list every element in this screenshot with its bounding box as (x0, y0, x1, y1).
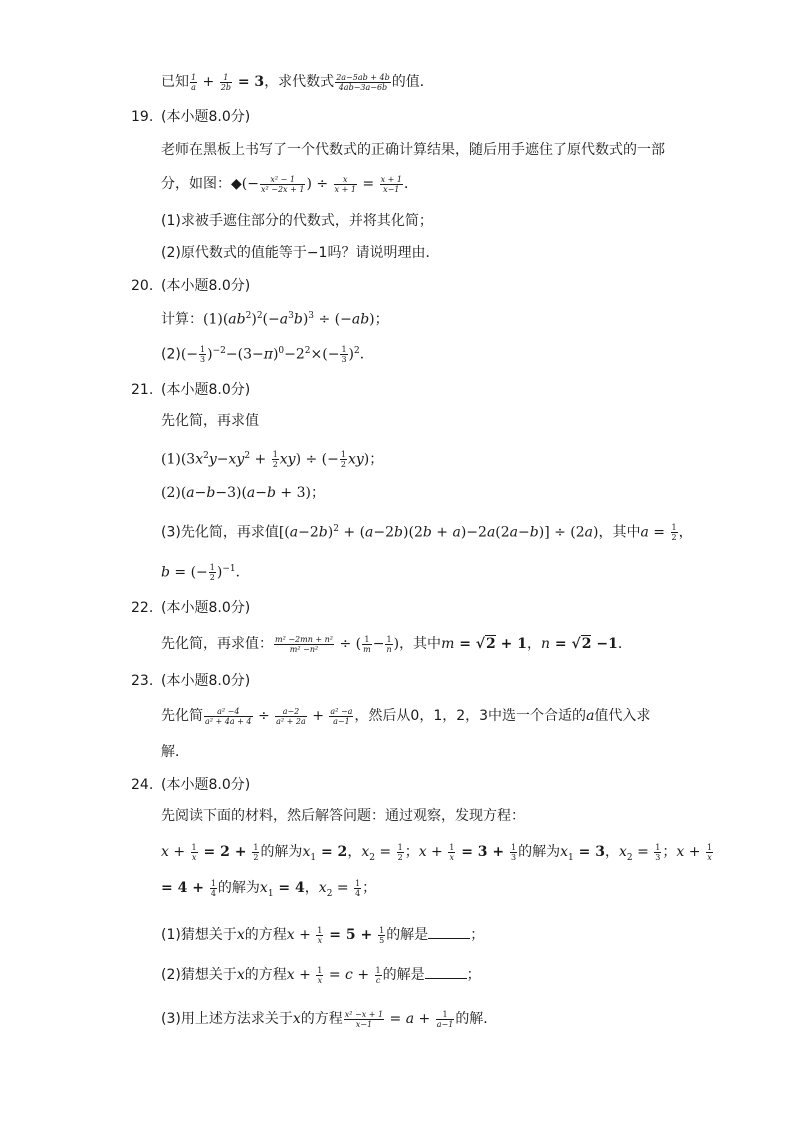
fraction: $\frac{1}{2}$ (671, 523, 677, 543)
fraction: $\frac{1}{m}$ (363, 634, 371, 654)
fraction: $\frac{x + 1}{x-1}$ (380, 174, 402, 194)
fraction: $\frac{a-2}{\text{a² + 2a}}$ (276, 706, 306, 726)
fraction: $\frac{1}{x}$ (706, 842, 713, 862)
q20-part1: 计算：$(1)(ab^2)^2(-a^3b)^3 \div (-ab)$； (161, 311, 389, 328)
q21-part3-b: b = (− $\frac{1}{2}$ )$^{-1}$． (161, 563, 250, 583)
q21-part3: (3)先化简，再求值$[(a-2b)^2 + (a-2b)(2b + a)-2a(2a-b)] \div (2a)$，其中a = $\frac{1}{2}$ ， (161, 523, 693, 543)
q24-part1: (1)猜想关于x的方程x + $\frac{1}{x}$ = 5 + $\frac{1}{5}$ 的解是 ； (161, 925, 485, 945)
fraction: $\frac{1}{a}$ (191, 72, 197, 92)
fraction: $\frac{1}{2}$ (272, 450, 278, 470)
q21-number: 21. (131, 382, 154, 398)
answer-blank[interactable] (425, 966, 467, 979)
fraction: $\frac{\text{m² −2mn + n²}}{\text{m² −n²}}$ (275, 634, 334, 654)
fraction: $\frac{1}{x}$ (317, 925, 323, 945)
q24-score: (本小题8.0分) (161, 777, 251, 793)
q18-mid: ，求代数式 (264, 74, 335, 90)
q19-part2: (2)原代数式的值能等于−1吗？请说明理由． (161, 245, 440, 261)
fraction: $\frac{1}{4}$ (355, 878, 361, 898)
fraction: $\frac{1}{2}$ (340, 450, 346, 470)
q18-suffix: 的值． (391, 74, 434, 90)
fraction: $\frac{1}{2}$ (209, 563, 215, 583)
q22-number: 22. (131, 600, 154, 616)
q19-line2: 分，如图：◆(− $\frac{\text{x² − 1}}{\text{x² −2x + 1}}$ ) ÷ $\frac{x}{x + 1}$ = $\frac{x + 1}{x-1}$ ． (161, 174, 418, 194)
q21-score: (本小题8.0分) (161, 382, 251, 398)
q22-statement: 先化简，再求值： $\frac{\text{m² −2mn + n²}}{\text{m² −n²}}$ ÷ ( $\frac{1}{m}$ − $\frac{1}{n}$ )，其中m = √2 + 1，n = √2 −1． (161, 634, 632, 654)
q24-part2: (2)猜想关于x的方程x + $\frac{1}{x}$ = c + $\frac{1}{c}$ 的解是 ； (161, 965, 481, 985)
diamond-icon: ◆ (231, 176, 242, 192)
q21-intro: 先化简，再求值 (161, 413, 259, 429)
q24-number: 24. (131, 777, 154, 793)
fraction: $\frac{1}{3}$ (341, 345, 347, 365)
fraction: $\frac{1}{4}$ (210, 878, 216, 898)
fraction: $\frac{\text{x² −x + 1}}{x-1}$ (344, 1009, 384, 1029)
q24-example-line2: = 4 + $\frac{1}{4}$ 的解为$x_1 = 4$，$x_2$ = $\frac{1}{4}$ ； (161, 878, 377, 899)
q19-part1: (1)求被手遮住部分的代数式，并将其化简； (161, 213, 433, 229)
fraction: $\frac{1}{a-1}$ (436, 1009, 454, 1029)
fraction: $\frac{1}{c}$ (375, 965, 381, 985)
q19-score: (本小题8.0分) (161, 109, 251, 125)
fraction: $\frac{1}{x}$ (449, 842, 455, 862)
q19-number: 19. (131, 109, 154, 125)
fraction: $\frac{1}{2}$ (253, 842, 259, 862)
fraction: $\frac{1}{n}$ (386, 634, 392, 654)
fraction: $\frac{1}{3}$ (511, 842, 517, 862)
q23-score: (本小题8.0分) (161, 673, 251, 689)
q21-part1: $(1)(3x^2y-xy^2$ + $\frac{1}{2}$ xy) ÷ (− $\frac{1}{2}$ xy)； (161, 450, 384, 470)
fraction: $\frac{\text{a² −4}}{\text{a² + 4a + 4}}$ (205, 706, 252, 726)
q24-intro: 先阅读下面的材料，然后解答问题：通过观察，发现方程： (161, 808, 525, 824)
q21-part2: (2)(a−b−3)(a−b + 3)； (161, 485, 325, 501)
q24-example-line1: x + $\frac{1}{x}$ = 2 + $\frac{1}{2}$ 的解为$x_1 = 2$，$x_2$ = $\frac{1}{2}$ ；x + $\frac{1}{x}$ = 3 + $\frac{1}{3}$ 的解为$x_1 = 3$，$x_2$ = $\frac{1}{3}$ ；x + $\frac{1}{x}$ (161, 842, 713, 863)
fraction: $\frac{1}{x}$ (317, 965, 323, 985)
fraction: $\frac{\text{a² −a}}{a-1}$ (330, 706, 353, 726)
q19-line1: 老师在黑板上书写了一个代数式的正确计算结果，随后用手遮住了原代数式的一部 (161, 142, 665, 158)
q18-statement: 已知 $\frac{1}{a}$ + $\frac{1}{2b}$ = 3，求代数式 $\frac{2a-5ab + 4b}{4ab-3a-6b}$ 的值． (161, 72, 434, 92)
fraction: $\frac{1}{3}$ (200, 345, 206, 365)
q22-score: (本小题8.0分) (161, 600, 251, 616)
fraction: $\frac{1}{2b}$ (220, 72, 231, 92)
fraction: $\frac{\text{x² − 1}}{\text{x² −2x + 1}}$ (260, 174, 305, 194)
q20-number: 20. (131, 278, 154, 294)
fraction: $\frac{1}{2}$ (397, 842, 403, 862)
q20-score: (本小题8.0分) (161, 278, 251, 294)
fraction: $\frac{x}{x + 1}$ (334, 174, 356, 194)
fraction: $\frac{1}{x}$ (191, 842, 197, 862)
q23-number: 23. (131, 673, 154, 689)
q24-part3: (3)用上述方法求关于x的方程 $\frac{\text{x² −x + 1}}{x-1}$ = a + $\frac{1}{a-1}$ 的解． (161, 1009, 498, 1029)
q23-statement: 先化简 $\frac{\text{a² −4}}{\text{a² + 4a + 4}}$ ÷ $\frac{a-2}{\text{a² + 2a}}$ + $\frac{\text{a² −a}}{a-1}$ ，然后从0，1，2，3中选一个合适的a值代入求 (161, 706, 651, 726)
q18-prefix: 已知 (161, 74, 189, 90)
fraction: $\frac{2a-5ab + 4b}{4ab-3a-6b}$ (336, 72, 390, 92)
fraction: $\frac{1}{5}$ (379, 925, 385, 945)
q23-line2: 解． (161, 744, 189, 760)
fraction: $\frac{1}{3}$ (655, 842, 661, 862)
answer-blank[interactable] (428, 926, 470, 939)
q20-part2: (2)(− $\frac{1}{3}$ )$^{-2}-(3-\pi)^0-2^2\times(-$ $\frac{1}{3}$ )$^2$． (161, 345, 374, 365)
